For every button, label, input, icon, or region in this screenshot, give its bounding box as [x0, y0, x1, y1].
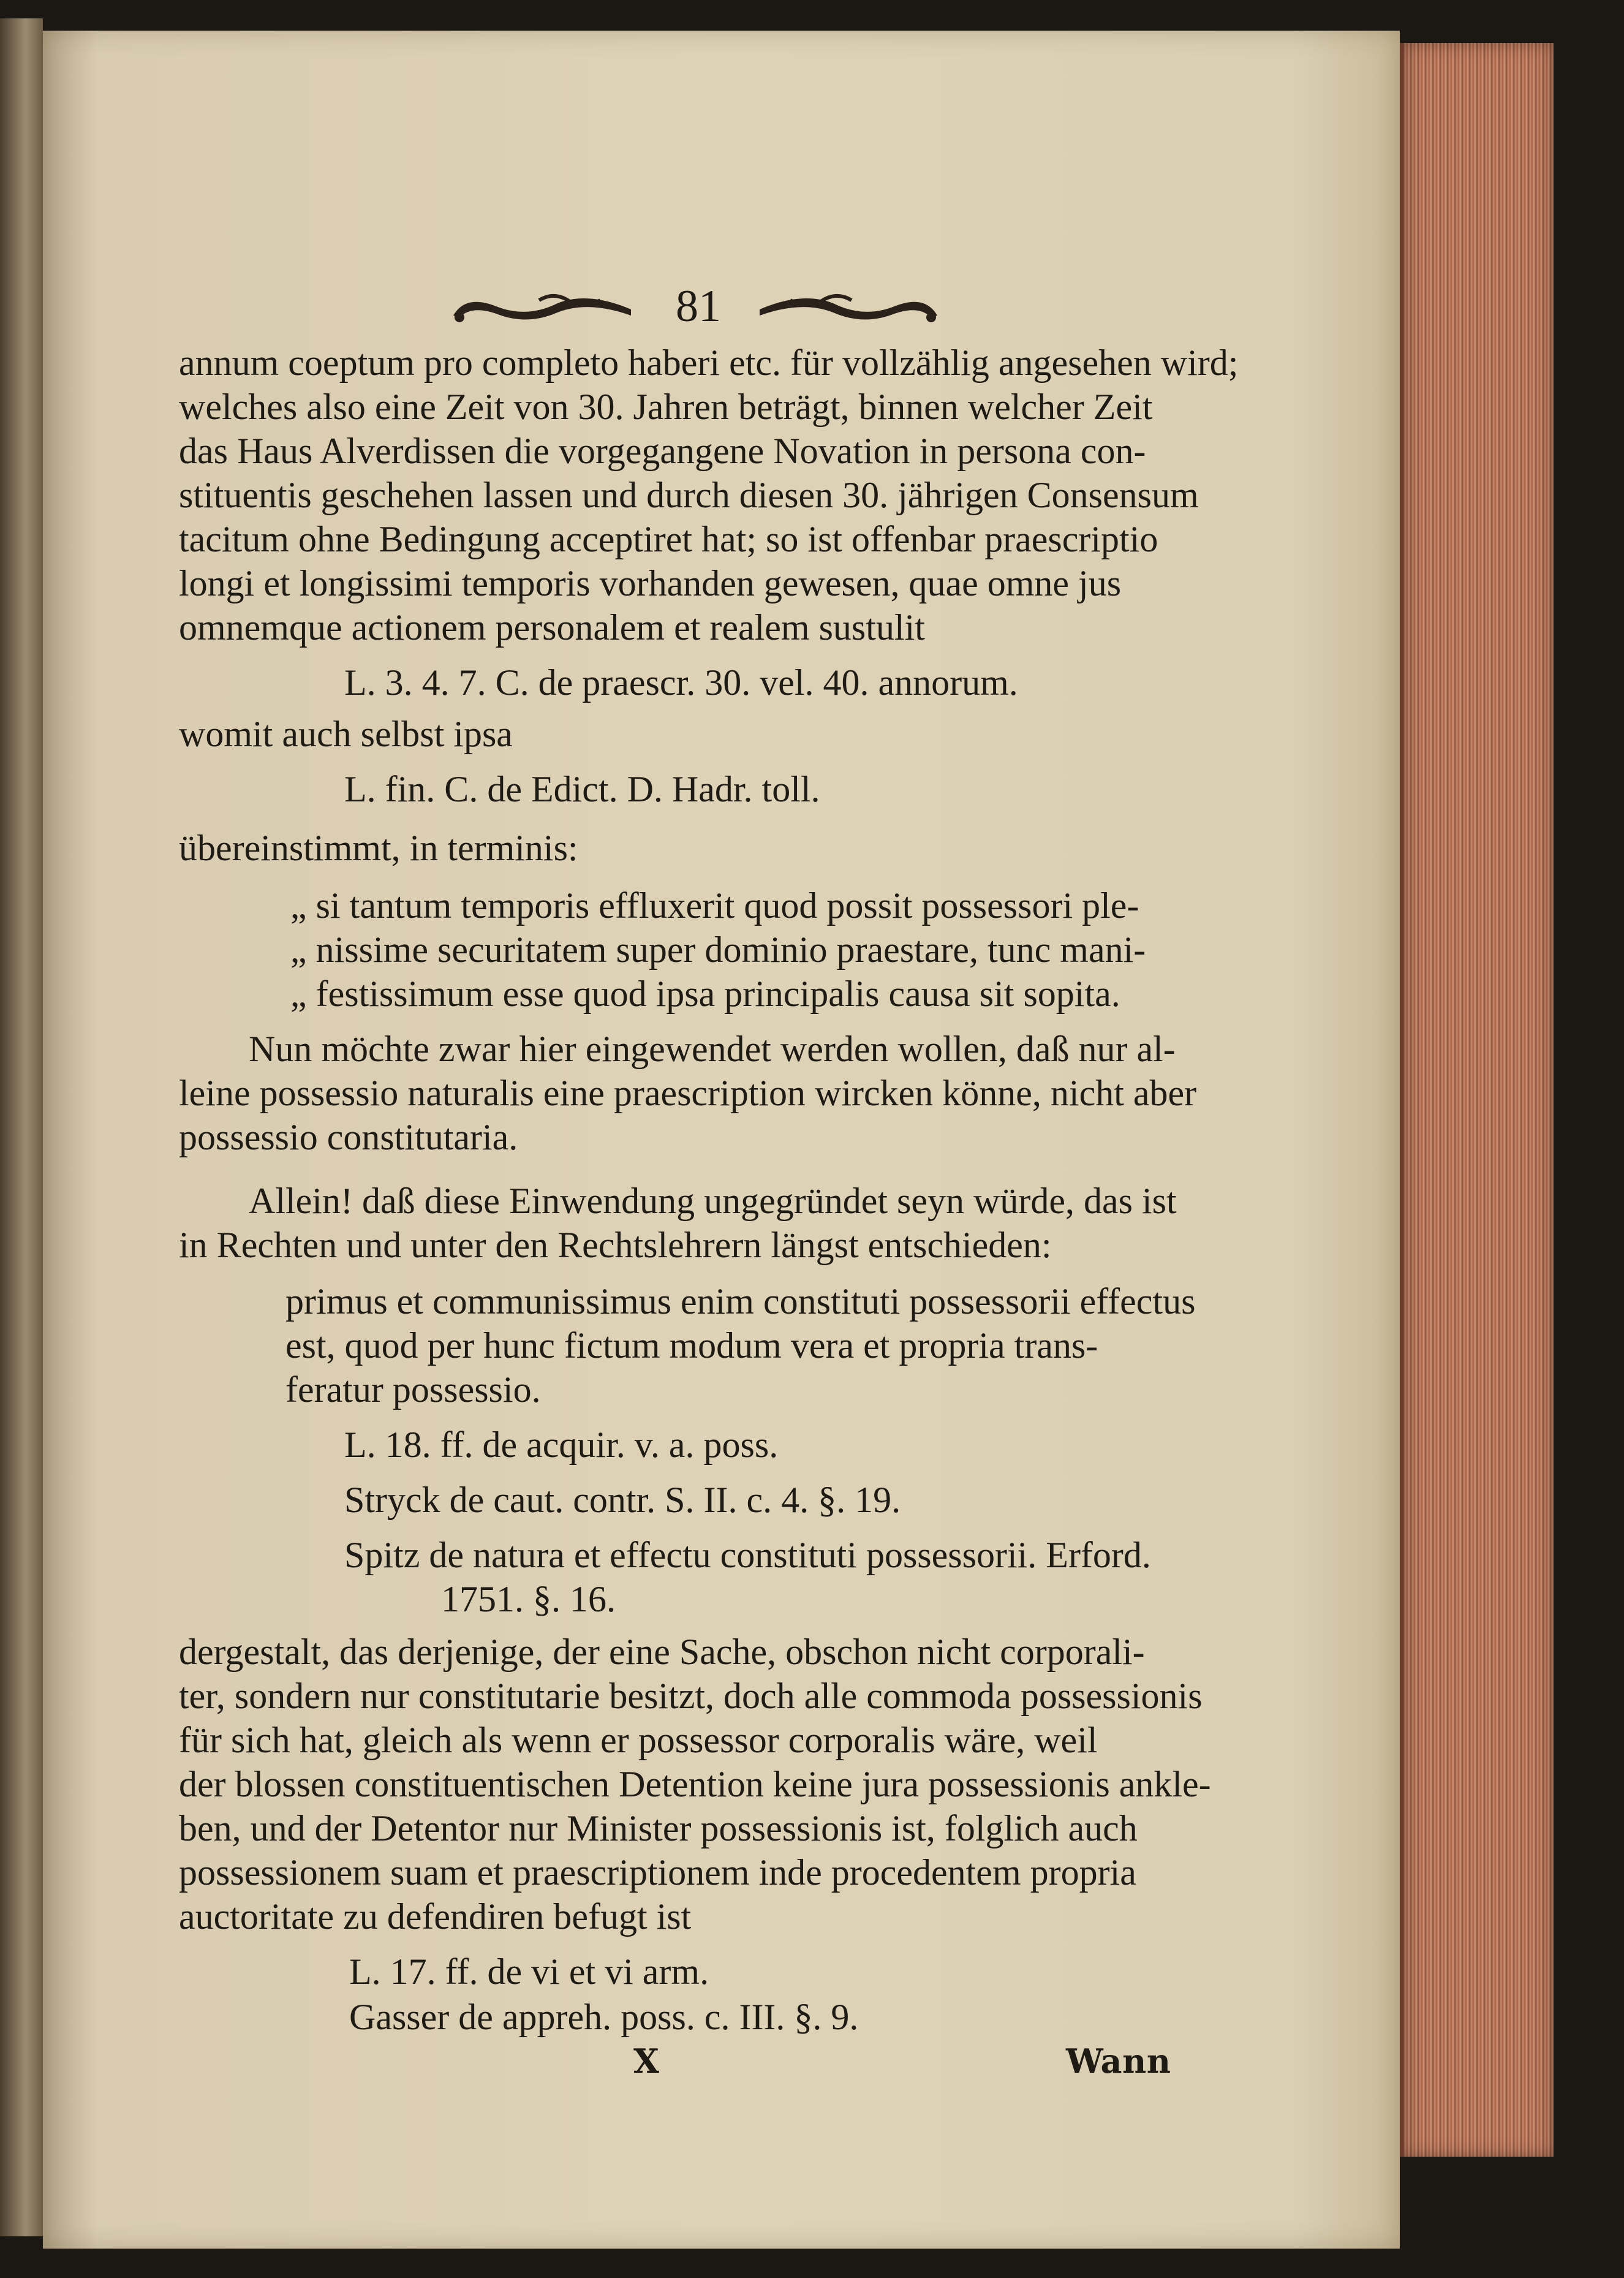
text-line-6: longi et longissimi temporis vorhanden gewesen, quae omne jus [179, 563, 1122, 604]
text-line-11: leine possessio naturalis eine praescription wircken könne, nicht aber [179, 1073, 1197, 1113]
text-line-14: in Rechten und unter den Rechtslehrern längst entschieden: [179, 1225, 1052, 1265]
text-line-17: für sich hat, gleich als wenn er possessor corporalis wäre, weil [179, 1720, 1098, 1760]
left-ornament-icon [447, 288, 643, 331]
page-footer [43, 2041, 1400, 2091]
quote-line-5: est, quod per hunc fictum modum vera et propria trans- [285, 1325, 1098, 1366]
facing-page-edge [0, 18, 43, 2236]
text-line-16: ter, sondern nur constitutarie besitzt, doch alle commoda possessionis [179, 1676, 1203, 1716]
text-line-8: womit auch selbst ipsa [179, 714, 513, 754]
citation-line-6: 1751. §. 16. [441, 1579, 616, 1619]
text-line-9: übereinstimmt, in terminis: [179, 828, 578, 868]
text-line-20: possessionem suam et praescriptionem inde procedentem propria [179, 1852, 1136, 1893]
quote-line-6: feratur possessio. [285, 1369, 541, 1410]
text-line-19: ben, und der Detentor nur Minister possessionis ist, folglich auch [179, 1808, 1138, 1849]
text-line-21: auctoritate zu defendiren befugt ist [179, 1896, 692, 1937]
text-line-7: omnemque actionem personalem et realem sustulit [179, 607, 925, 648]
citation-line-7: L. 17. ff. de vi et vi arm. [349, 1951, 709, 1992]
page-header [43, 276, 1400, 337]
text-line-5: tacitum ohne Bedingung acceptiret hat; so ist offenbar praescriptio [179, 519, 1158, 559]
citation-line-2: L. fin. C. de Edict. D. Hadr. toll. [344, 769, 820, 809]
quote-line-1: „ si tantum temporis effluxerit quod possit possessori ple- [290, 885, 1139, 926]
citation-line-1: L. 3. 4. 7. C. de praescr. 30. vel. 40. annorum. [344, 662, 1018, 703]
citation-line-4: Stryck de caut. contr. S. II. c. 4. §. 19. [344, 1480, 901, 1520]
text-line-2: welches also eine Zeit von 30. Jahren beträgt, binnen welcher Zeit [179, 387, 1153, 427]
text-line-3: das Haus Alverdissen die vorgegangene Novation in persona con- [179, 431, 1146, 471]
page-block-edges [1400, 43, 1554, 2157]
book-page [43, 31, 1400, 2249]
citation-line-5: Spitz de natura et effectu constituti possessorii. Erford. [344, 1535, 1151, 1575]
catchword: Wann [1066, 2041, 1171, 2081]
text-line-15: dergestalt, das derjenige, der eine Sache, obschon nicht corporali- [179, 1632, 1145, 1672]
signature-mark: X [633, 2041, 660, 2081]
text-line-10: Nun möchte zwar hier eingewendet werden wollen, daß nur al- [249, 1029, 1176, 1069]
right-ornament-icon [747, 288, 943, 331]
quote-line-3: „ festissimum esse quod ipsa principalis causa sit sopita. [290, 974, 1120, 1014]
text-line-12: possessio constitutaria. [179, 1117, 518, 1157]
text-line-18: der blossen constituentischen Detention keine jura possessionis ankle- [179, 1764, 1211, 1804]
page-number: 81 [676, 281, 721, 331]
citation-line-3: L. 18. ff. de acquir. v. a. poss. [344, 1425, 779, 1465]
text-line-1: annum coeptum pro completo haberi etc. für vollzählig angesehen wird; [179, 342, 1239, 383]
quote-line-4: primus et communissimus enim constituti possessorii effectus [285, 1281, 1196, 1322]
text-line-13: Allein! daß diese Einwendung ungegründet seyn würde, das ist [249, 1181, 1177, 1221]
text-line-4: stituentis geschehen lassen und durch diesen 30. jährigen Consensum [179, 475, 1199, 515]
quote-line-2: „ nissime securitatem super dominio praestare, tunc mani- [290, 929, 1146, 970]
citation-line-8: Gasser de appreh. poss. c. III. §. 9. [349, 1997, 859, 2037]
